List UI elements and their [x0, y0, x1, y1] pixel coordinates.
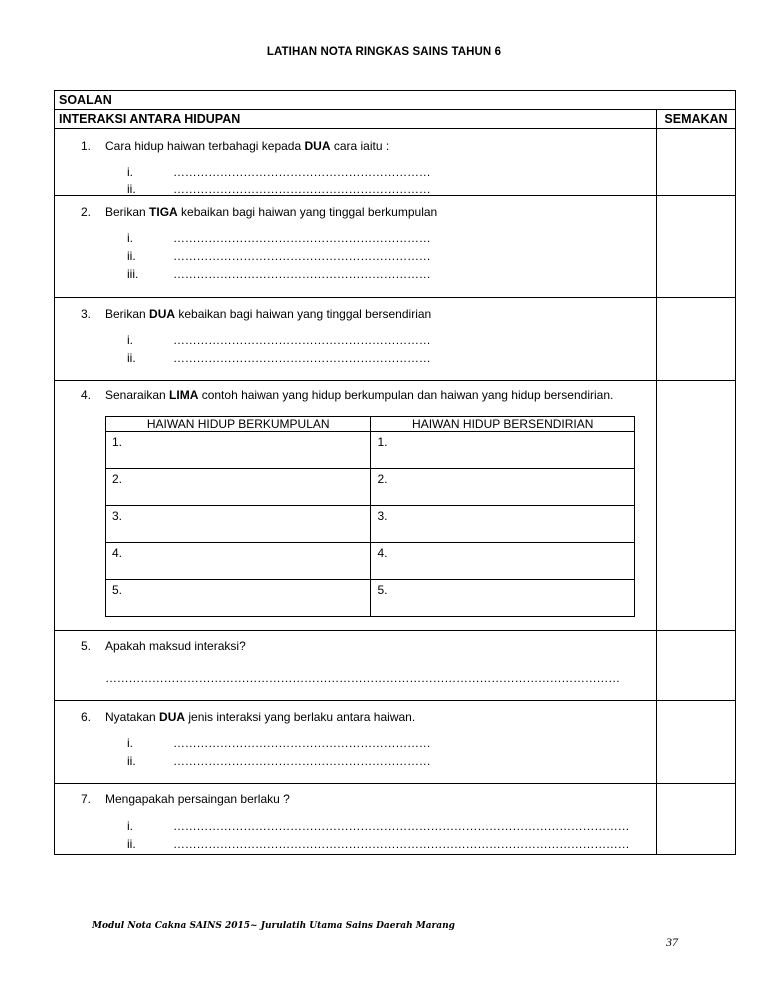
semakan-cell: [656, 784, 735, 854]
question-5-row: [55, 631, 735, 701]
question-4-text: 4. Senaraikan LIMA contoh haiwan yang hidup berkumpulan dan haiwan yang hidup bersendirian.: [81, 388, 614, 402]
answer-line[interactable]: ii. …………………………………………………………: [127, 249, 431, 263]
table-cell[interactable]: 5.: [371, 580, 635, 617]
table-cell[interactable]: 3.: [371, 506, 635, 543]
question-1-row: [55, 129, 735, 196]
question-1-text: 1. Cara hidup haiwan terbahagi kepada DUA cara iaitu :: [81, 139, 390, 153]
soalan-header: SOALAN: [55, 91, 735, 110]
question-5-text: 5. Apakah maksud interaksi?: [81, 639, 246, 653]
semakan-cell: [656, 298, 735, 380]
column-header-solitary: HAIWAN HIDUP BERSENDIRIAN: [371, 417, 635, 432]
semakan-cell: [656, 129, 735, 195]
answer-line[interactable]: i. …………………………………………………………: [127, 736, 431, 750]
animal-list-table: [105, 416, 635, 617]
semakan-cell: [656, 701, 735, 783]
table-cell[interactable]: 2.: [106, 469, 371, 506]
question-7-row: [55, 784, 735, 854]
answer-line[interactable]: ……………………………………………………………………………………………………………………: [105, 671, 620, 685]
table-cell[interactable]: 1.: [106, 432, 371, 469]
section-header-row: [55, 110, 735, 129]
semakan-cell: [656, 196, 735, 297]
column-header-group: HAIWAN HIDUP BERKUMPULAN: [106, 417, 371, 432]
answer-line[interactable]: ii. …………………………………………………………: [127, 754, 431, 768]
semakan-cell: [656, 381, 735, 630]
semakan-header: SEMAKAN: [656, 110, 735, 128]
answer-line[interactable]: ii. ………………………………………………………………………………………………………: [127, 837, 630, 851]
question-6-text: 6. Nyatakan DUA jenis interaksi yang berlaku antara haiwan.: [81, 710, 416, 724]
question-6-row: [55, 701, 735, 784]
answer-line[interactable]: i. …………………………………………………………: [127, 333, 431, 347]
question-4-row: [55, 381, 735, 631]
page-number: 37: [666, 935, 678, 949]
page-title: LATIHAN NOTA RINGKAS SAINS TAHUN 6: [266, 46, 502, 58]
table-cell[interactable]: 3.: [106, 506, 371, 543]
answer-line[interactable]: i. ………………………………………………………………………………………………………: [127, 819, 630, 833]
footer-text: Modul Nota Cakna SAINS 2015~ Jurulatih Utama Sains Daerah Marang: [92, 921, 455, 931]
answer-line[interactable]: iii. …………………………………………………………: [127, 267, 431, 281]
answer-line[interactable]: ii. …………………………………………………………: [127, 351, 431, 365]
question-2-row: [55, 196, 735, 298]
question-3-text: 3. Berikan DUA kebaikan bagi haiwan yang tinggal bersendirian: [81, 307, 432, 321]
table-cell[interactable]: 4.: [371, 543, 635, 580]
answer-line[interactable]: i. …………………………………………………………: [127, 165, 431, 179]
semakan-cell: [656, 631, 735, 700]
question-2-text: 2. Berikan TIGA kebaikan bagi haiwan yang tinggal berkumpulan: [81, 205, 438, 219]
answer-line[interactable]: i. …………………………………………………………: [127, 231, 431, 245]
table-cell[interactable]: 5.: [106, 580, 371, 617]
question-7-text: 7. Mengapakah persaingan berlaku ?: [81, 792, 290, 806]
answer-line[interactable]: ii. …………………………………………………………: [127, 182, 431, 196]
table-cell[interactable]: 2.: [371, 469, 635, 506]
table-cell[interactable]: 4.: [106, 543, 371, 580]
worksheet-table: [54, 90, 736, 855]
question-3-row: [55, 298, 735, 381]
section-title: INTERAKSI ANTARA HIDUPAN: [59, 112, 241, 126]
table-cell[interactable]: 1.: [371, 432, 635, 469]
